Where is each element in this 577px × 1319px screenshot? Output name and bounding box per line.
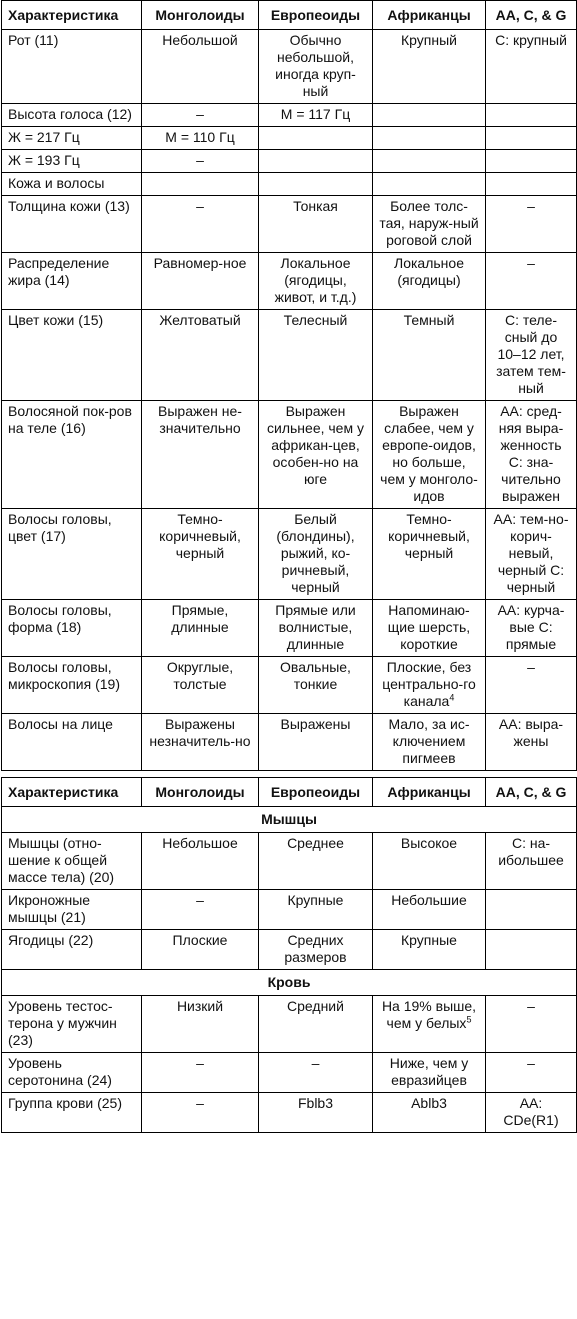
row-label-cell: Кожа и волосы — [2, 173, 142, 196]
table-cell: – — [486, 253, 577, 310]
table-cell: Крупные — [373, 930, 486, 970]
row-label-cell: Волосы головы, форма (18) — [2, 600, 142, 657]
table-cell: Низкий — [142, 996, 259, 1053]
header-row — [2, 778, 577, 807]
section-row-muscles — [2, 807, 577, 833]
row-label-cell: Рот (11) — [2, 30, 142, 104]
footnote-marker: 5 — [466, 1014, 472, 1025]
table-row — [2, 173, 577, 196]
table-cell: Темный — [373, 310, 486, 401]
table-cell: Равномер-ное — [142, 253, 259, 310]
table-cell — [373, 173, 486, 196]
table-cell — [486, 930, 577, 970]
table-cell — [259, 150, 373, 173]
table-cell: – — [486, 657, 577, 714]
table-cell: Выражены — [259, 714, 373, 771]
table-cell: Белый (блондины), рыжий, ко-ричневый, черный — [259, 509, 373, 600]
table-cell: Ablb3 — [373, 1093, 486, 1133]
table-row — [2, 127, 577, 150]
table-cell — [373, 104, 486, 127]
table-cell: Fblb3 — [259, 1093, 373, 1133]
table-cell: – — [142, 196, 259, 253]
table-cell: Локальное (ягодицы, живот, и т.д.) — [259, 253, 373, 310]
table-cell: Плоские — [142, 930, 259, 970]
table-cell: Высокое — [373, 833, 486, 890]
row-label-cell: Уровень серотонина (24) — [2, 1053, 142, 1093]
table-cell: С: на-ибольшее — [486, 833, 577, 890]
table-cell: Темно-коричневый, черный — [142, 509, 259, 600]
table-2-blood-body — [2, 996, 577, 1133]
row-label-cell: Волосяной пок-ров на теле (16) — [2, 401, 142, 509]
table-2-muscles-body — [2, 833, 577, 970]
row-label-cell: Группа крови (25) — [2, 1093, 142, 1133]
table-cell: Выражен не-значительно — [142, 401, 259, 509]
table-cell: Выражен сильнее, чем у африкан-цев, особен-но на юге — [259, 401, 373, 509]
header-mongoloids: Монголоиды — [142, 778, 259, 807]
characteristics-table-2 — [1, 777, 577, 1133]
table-cell: Мало, за ис-ключением пигмеев — [373, 714, 486, 771]
section-title-muscles: Мышцы — [2, 807, 577, 833]
table-cell — [259, 127, 373, 150]
table-cell: – — [486, 1053, 577, 1093]
table-1-body — [2, 30, 577, 771]
table-cell: Крупные — [259, 890, 373, 930]
table-cell: АА: выра-жены — [486, 714, 577, 771]
table-row — [2, 1053, 577, 1093]
table-cell: M = 117 Гц — [259, 104, 373, 127]
table-row — [2, 714, 577, 771]
header-mongoloids: Монголоиды — [142, 1, 259, 30]
header-characteristic: Характеристика — [2, 778, 142, 807]
header-characteristic: Характеристика — [2, 1, 142, 30]
table-cell: M = 110 Гц — [142, 127, 259, 150]
table-cell — [373, 127, 486, 150]
table-row — [2, 509, 577, 600]
table-row — [2, 657, 577, 714]
table-cell: Округлые, толстые — [142, 657, 259, 714]
table-cell: – — [142, 1053, 259, 1093]
table-cell: АА: CDe(R1) — [486, 1093, 577, 1133]
header-europeoids: Европеоиды — [259, 1, 373, 30]
table-row — [2, 1093, 577, 1133]
table-cell: АА: сред-няя выра-женность С: зна-чительно выражен — [486, 401, 577, 509]
table-cell: Темно-коричневый, черный — [373, 509, 486, 600]
row-label-cell: Толщина кожи (13) — [2, 196, 142, 253]
header-aa-c-g: AA, C, & G — [486, 1, 577, 30]
table-cell — [486, 173, 577, 196]
table-cell: Средних размеров — [259, 930, 373, 970]
table-cell: С: теле-сный до 10–12 лет, затем тем-ный — [486, 310, 577, 401]
table-2-blood-header — [2, 970, 577, 996]
table-cell: Тонкая — [259, 196, 373, 253]
table-cell: Средний — [259, 996, 373, 1053]
table-cell: Телесный — [259, 310, 373, 401]
table-cell: – — [142, 890, 259, 930]
row-label-cell: Ягодицы (22) — [2, 930, 142, 970]
table-cell: Прямые или волнистые, длинные — [259, 600, 373, 657]
row-label-cell: Цвет кожи (15) — [2, 310, 142, 401]
table-cell: Выражены незначитель-но — [142, 714, 259, 771]
table-cell — [486, 890, 577, 930]
table-cell: – — [486, 996, 577, 1053]
section-title-blood: Кровь — [2, 970, 577, 996]
table-cell: АА: курча-вые С: прямые — [486, 600, 577, 657]
table-row — [2, 996, 577, 1053]
table-cell: – — [142, 150, 259, 173]
table-cell: – — [142, 1093, 259, 1133]
table-cell: – — [142, 104, 259, 127]
table-cell: Крупный — [373, 30, 486, 104]
row-label-cell: Икроножные мышцы (21) — [2, 890, 142, 930]
table-cell: С: крупный — [486, 30, 577, 104]
section-row-blood — [2, 970, 577, 996]
table-row — [2, 30, 577, 104]
table-row — [2, 104, 577, 127]
header-africans: Африканцы — [373, 778, 486, 807]
row-label-cell: Волосы головы, цвет (17) — [2, 509, 142, 600]
table-row — [2, 833, 577, 890]
table-cell — [486, 104, 577, 127]
table-row — [2, 930, 577, 970]
table-cell: Напоминаю-щие шерсть, короткие — [373, 600, 486, 657]
row-label-cell: Высота голоса (12) — [2, 104, 142, 127]
table-cell: На 19% выше, чем у белых$^5$ — [373, 996, 486, 1053]
row-label-cell: Ж = 193 Гц — [2, 150, 142, 173]
table-row — [2, 401, 577, 509]
header-row — [2, 1, 577, 30]
table-cell: Локальное (ягодицы) — [373, 253, 486, 310]
header-africans: Африканцы — [373, 1, 486, 30]
table-cell: АА: тем-но-корич-невый, черный С: черный — [486, 509, 577, 600]
footnote-marker: 4 — [449, 692, 455, 703]
table-row — [2, 310, 577, 401]
table-cell: – — [259, 1053, 373, 1093]
table-cell: Выражен слабее, чем у европе-оидов, но больше, чем у монголо-идов — [373, 401, 486, 509]
table-cell — [373, 150, 486, 173]
table-cell: Ниже, чем у евразийцев — [373, 1053, 486, 1093]
table-cell: Небольшой — [142, 30, 259, 104]
header-aa-c-g: AA, C, & G — [486, 778, 577, 807]
table-row — [2, 600, 577, 657]
table-cell: Более толс-тая, наруж-ный роговой слой — [373, 196, 486, 253]
document — [1, 0, 576, 1133]
table-cell: – — [486, 196, 577, 253]
table-cell: Овальные, тонкие — [259, 657, 373, 714]
table-row — [2, 253, 577, 310]
table-cell: Прямые, длинные — [142, 600, 259, 657]
table-cell — [142, 173, 259, 196]
table-cell — [259, 173, 373, 196]
table-2-body — [2, 807, 577, 833]
row-label-cell: Распределение жира (14) — [2, 253, 142, 310]
table-cell: Плоские, без центрально-го канала$^4$ — [373, 657, 486, 714]
table-cell: Среднее — [259, 833, 373, 890]
header-europeoids: Европеоиды — [259, 778, 373, 807]
row-label-cell: Волосы головы, микроскопия (19) — [2, 657, 142, 714]
table-cell: Желтоватый — [142, 310, 259, 401]
table-row — [2, 890, 577, 930]
row-label-cell: Волосы на лице — [2, 714, 142, 771]
table-cell: Обычно небольшой, иногда круп-ный — [259, 30, 373, 104]
table-row — [2, 150, 577, 173]
row-label-cell: Уровень тестос-терона у мужчин (23) — [2, 996, 142, 1053]
table-cell: Небольшое — [142, 833, 259, 890]
table-cell: Небольшие — [373, 890, 486, 930]
characteristics-table-1 — [1, 0, 577, 771]
table-cell — [486, 150, 577, 173]
table-cell — [486, 127, 577, 150]
row-label-cell: Ж = 217 Гц — [2, 127, 142, 150]
table-row — [2, 196, 577, 253]
row-label-cell: Мышцы (отно-шение к общей массе тела) (20) — [2, 833, 142, 890]
